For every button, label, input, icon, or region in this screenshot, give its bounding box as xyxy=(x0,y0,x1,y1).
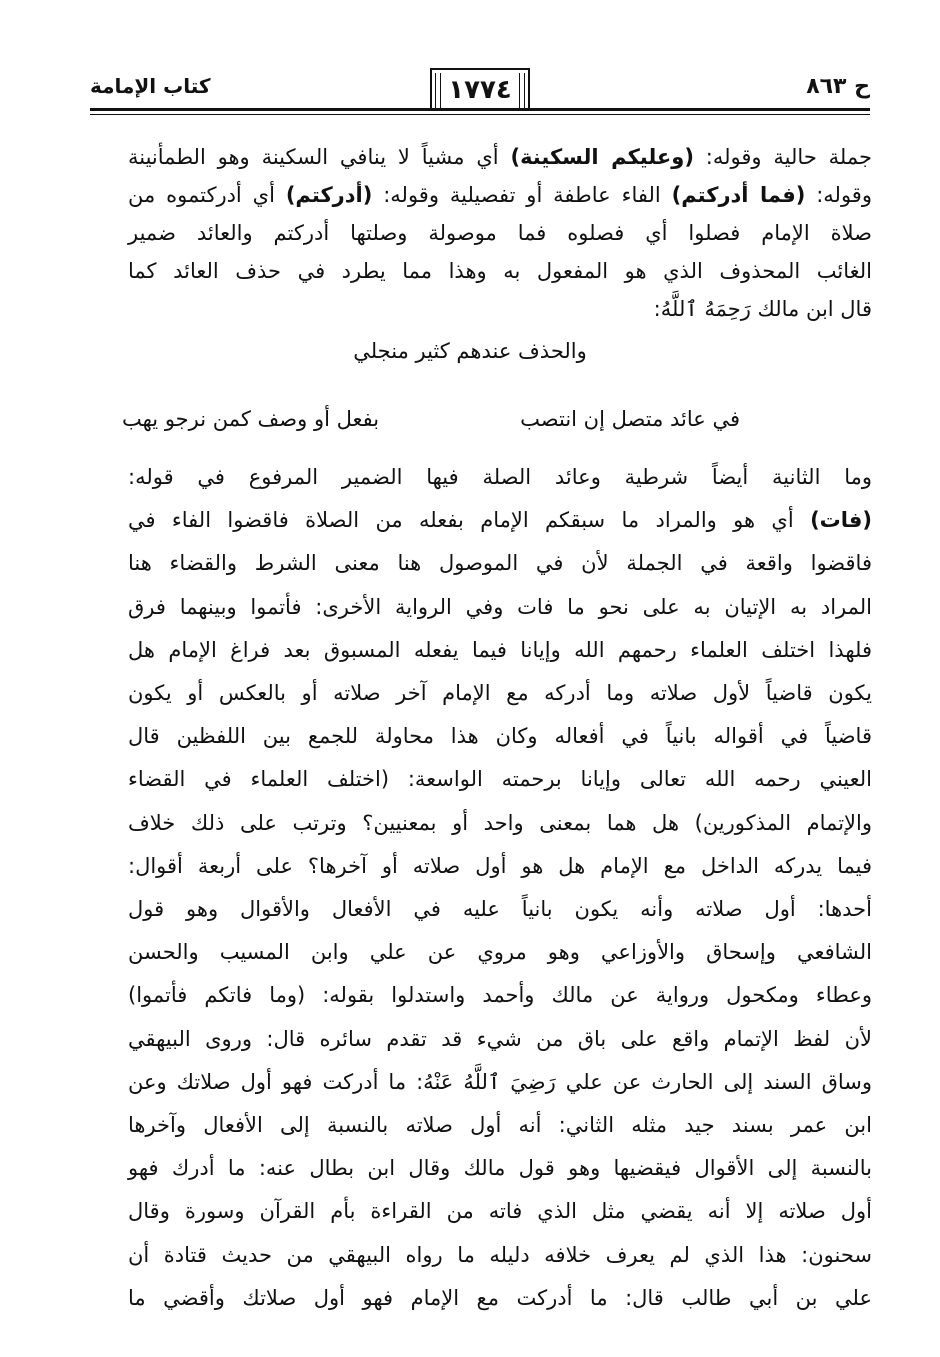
text-line xyxy=(128,142,872,172)
text-segment: وعطاء ومكحول ورواية عن مالك وأحمد واستدلوا بقوله: (وما فاتكم فأتموا) xyxy=(128,983,872,1008)
text-segment: الفاء عاطفة أو تفصيلية وقوله: xyxy=(372,183,672,207)
header-rule-thick xyxy=(90,108,870,111)
text-segment: سحنون: هذا الذي لم يعرف خلافه دليله ما رواه البيهقي من حديث قتادة أن xyxy=(128,1242,872,1267)
text-line xyxy=(128,678,872,708)
text-line xyxy=(128,1196,872,1226)
text-line xyxy=(128,548,872,578)
volume-page-number: ح ٨٦٣ xyxy=(806,74,870,99)
text-segment: فلهذا اختلف العلماء رحمهم الله وإيانا فيما يفعله المسبوق بعد فراغ الإمام هل xyxy=(128,637,872,662)
text-segment: وساق السند إلى الحارث عن علي رَضِيَ ٱللَّهُ عَنْهُ: ما أدركت فهو أول صلاتك وعن xyxy=(128,1069,872,1094)
text-line xyxy=(128,218,872,248)
text-segment: بالنسبة إلى الأقوال فيقضيها وهو قول مالك وقال ابن بطال عنه: ما أدرك فهو xyxy=(128,1156,872,1181)
text-segment: لأن لفظ الإتمام واقع على باق من شيء قد تقدم سائره قال: وروى البيهقي xyxy=(128,1026,872,1051)
hadith-number-box: ١٧٧٤ xyxy=(430,68,530,110)
text-line xyxy=(128,462,872,492)
verse-line-2-first-hemistich: في عائد متصل إن انتصب xyxy=(520,407,740,431)
text-segment: جملة حالية وقوله: xyxy=(693,145,872,169)
text-line xyxy=(128,1153,872,1183)
text-line xyxy=(128,1240,872,1270)
verse-line-2-second-hemistich: بفعل أو وصف كمن نرجو يهب xyxy=(122,407,380,431)
text-line xyxy=(128,808,872,838)
text-segment: أحدها: أول صلاته وأنه يكون بانياً عليه في الأفعال والأقوال وهو قول xyxy=(128,897,872,921)
text-line xyxy=(128,980,872,1010)
text-segment: صلاة الإمام فصلوا أي فصلوه فما موصولة وصلتها أدركتم والعائد ضمير xyxy=(128,221,872,245)
text-line xyxy=(128,721,872,751)
quoted-hadith-term: (أدركتم) xyxy=(285,183,373,207)
text-line xyxy=(128,1110,872,1140)
text-line xyxy=(128,851,872,881)
verse-line-1: والحذف عندهم كثير منجلي xyxy=(353,339,587,363)
text-line xyxy=(128,764,872,794)
text-segment: أول صلاته إلا أنه يقضي مثل الذي فاته من القراءة بأم القرآن وسورة وقال xyxy=(128,1199,872,1224)
text-line xyxy=(128,505,872,535)
text-segment: المراد به الإتيان به على نحو ما فات وفي الرواية الأخرى: فأتموا وبينهما فرق xyxy=(128,594,872,619)
text-segment: فيما يدركه الداخل مع الإمام هل هو أول صلاته أو آخرها؟ على أربعة أقوال: xyxy=(128,853,872,878)
text-line xyxy=(128,1067,872,1097)
text-segment: علي بن أبي طالب قال: ما أدركت مع الإمام فهو أول صلاتك وأقضي ما xyxy=(128,1285,872,1310)
text-line xyxy=(128,937,872,967)
text-segment: فاقضوا واقعة في الجملة لأن في الموصول هنا معنى الشرط والقضاء هنا xyxy=(128,551,872,576)
text-segment: العيني رحمه الله تعالى وإيانا برحمته الواسعة: (اختلف العلماء في القضاء xyxy=(128,767,872,792)
book-title: كتاب الإمامة xyxy=(90,74,211,98)
text-line xyxy=(128,635,872,665)
text-segment: الغائب المحذوف الذي هو المفعول به وهذا مما يطرد في حذف العائد كما xyxy=(128,259,872,283)
text-segment: وقوله: xyxy=(805,183,872,207)
text-line xyxy=(128,592,872,622)
text-line xyxy=(128,1024,872,1054)
quoted-hadith-term: (فما أدركتم) xyxy=(671,183,806,207)
text-segment: الشافعي وإسحاق والأوزاعي وهو مروي عن علي وابن المسيب والحسن xyxy=(128,940,872,965)
header-rule-thin xyxy=(90,114,870,115)
text-segment: أي أدركتموه من xyxy=(128,183,286,207)
text-segment: قاضياً في أقواله بانياً في أفعاله وكان هذا محاولة للجمع بين اللفظين قال xyxy=(128,724,872,749)
quoted-hadith-term: (فات) xyxy=(810,508,872,533)
text-segment: ابن عمر بسند جيد مثله الثاني: أنه أول صلاته بالنسبة إلى الأفعال وآخرها xyxy=(128,1113,872,1137)
text-line xyxy=(128,256,872,286)
text-line xyxy=(128,294,872,324)
text-line xyxy=(128,180,872,210)
text-line xyxy=(128,894,872,924)
text-segment: أي هو والمراد ما سبقكم الإمام بفعله من الصلاة فاقضوا الفاء في xyxy=(128,508,811,533)
quoted-hadith-term: (وعليكم السكينة) xyxy=(510,145,694,169)
text-segment: يكون قاضياً لأول صلاته وما أدركه مع الإمام آخر صلاته أو بالعكس أو يكون xyxy=(128,681,872,705)
text-segment: قال ابن مالك رَحِمَهُ ٱللَّهُ: xyxy=(653,297,872,321)
text-line xyxy=(128,1283,872,1313)
text-segment: أي مشياً لا ينافي السكينة وهو الطمأنينة xyxy=(128,145,511,169)
text-segment: والإتمام المذكورين) هل هما بمعنى واحد أو بمعنيين؟ وترتب على ذلك خلاف xyxy=(128,810,872,835)
text-segment: وما الثانية أيضاً شرطية وعائد الصلة فيها الضمير المرفوع في قوله: xyxy=(128,465,872,489)
running-header xyxy=(90,68,870,108)
